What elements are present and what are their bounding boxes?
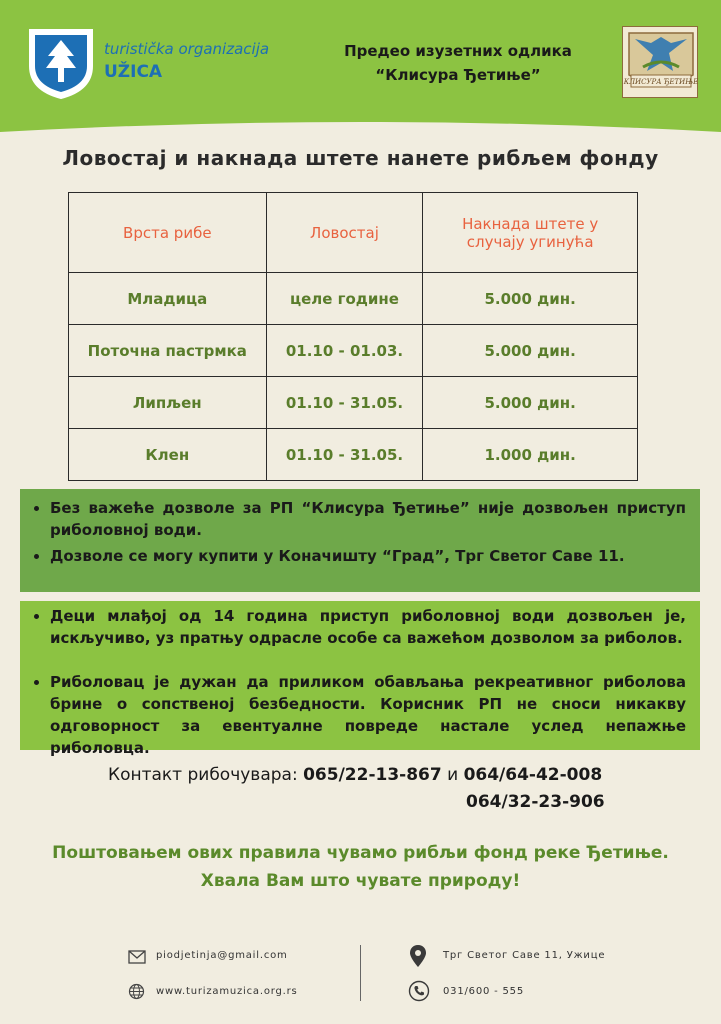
- contact-and: и: [441, 765, 464, 785]
- phone-icon: [408, 980, 430, 1006]
- table-cell: 1.000 дин.: [423, 429, 638, 481]
- footer-phone[interactable]: 031/600 - 555: [443, 986, 524, 997]
- klisura-badge-logo: [622, 26, 698, 98]
- footer-email[interactable]: piodjetinja@gmail.com: [156, 950, 288, 961]
- contact-phone2[interactable]: 064/64-42-008: [463, 765, 603, 785]
- table-cell: 01.10 - 31.05.: [266, 429, 423, 481]
- table-header-cell: Накнада штете у случају угинућа: [423, 193, 638, 273]
- table-cell: 01.10 - 31.05.: [266, 377, 423, 429]
- table-cell: целе године: [266, 273, 423, 325]
- table-header-row: [69, 193, 638, 273]
- email-icon: [128, 949, 146, 968]
- table-row: [69, 429, 638, 481]
- table-row: [69, 377, 638, 429]
- header-title-line1: Предео изузетних одлика: [344, 42, 572, 60]
- table-cell: Клен: [69, 429, 267, 481]
- table-cell: Липљен: [69, 377, 267, 429]
- table-cell: 5.000 дин.: [423, 325, 638, 377]
- logo-line2: UŽICA: [104, 62, 163, 82]
- contact-label: Контакт рибочувара:: [108, 765, 304, 785]
- tourism-logo-icon: [26, 26, 96, 100]
- table-header-cell: Врста рибе: [69, 193, 267, 273]
- table-cell: 5.000 дин.: [423, 377, 638, 429]
- notice-item: • Дозволе се могу купити у Коначишту “Град”, Трг Светог Саве 11.: [50, 545, 686, 567]
- notice-item: • Без важеће дозволе за РП “Клисура Ђетиње” није дозвољен приступ риболовној води.: [50, 497, 686, 541]
- contact-phone1[interactable]: 065/22-13-867: [303, 765, 442, 785]
- notice-item: • Деци млађој од 14 година приступ риболовној води дозвољен је, искључиво, уз пратњу одрасле особе са важећом дозволом за риболов.: [50, 605, 686, 649]
- closing-line2: Хвала Вам што чувате природу!: [200, 871, 521, 891]
- table-row: [69, 273, 638, 325]
- footer-address: Трг Светог Саве 11, Ужице: [443, 950, 606, 961]
- globe-icon: [128, 983, 145, 1004]
- main-title: Ловостај и накнада штете нанете рибљем фонду: [62, 146, 659, 170]
- table-header-cell: Ловостај: [266, 193, 423, 273]
- rules-notice-box: [20, 601, 700, 757]
- svg-text:КЛИСУРА ЂЕТИЊЕ: КЛИСУРА ЂЕТИЊЕ: [623, 78, 699, 86]
- logo-line1: turistička organizacija: [104, 40, 270, 58]
- table-cell: 5.000 дин.: [423, 273, 638, 325]
- notice-item: • Риболовац је дужан да приликом обављања рекреативног риболова брине о сопственој безбедности. Корисник РП не сноси никакву одговорност за евентуалне повреде настале услед непажње риболовца.: [50, 671, 686, 759]
- fish-table: [68, 192, 638, 481]
- table-cell: Поточна пастрмка: [69, 325, 267, 377]
- footer-website[interactable]: www.turizamuzica.org.rs: [156, 986, 298, 997]
- permit-notice-box: [20, 489, 700, 592]
- table-row: [69, 325, 638, 377]
- table-cell: Младица: [69, 273, 267, 325]
- table-cell: 01.10 - 01.03.: [266, 325, 423, 377]
- location-pin-icon: [409, 944, 427, 972]
- footer-divider: [360, 945, 361, 1001]
- contact-phone3[interactable]: 064/32-23-906: [466, 792, 605, 812]
- contact-line: [108, 765, 602, 785]
- closing-line1: Поштовањем ових правила чувамо рибљи фонд реке Ђетиње.: [52, 843, 669, 863]
- header-title-line2: “Клисура Ђетиње”: [375, 66, 541, 84]
